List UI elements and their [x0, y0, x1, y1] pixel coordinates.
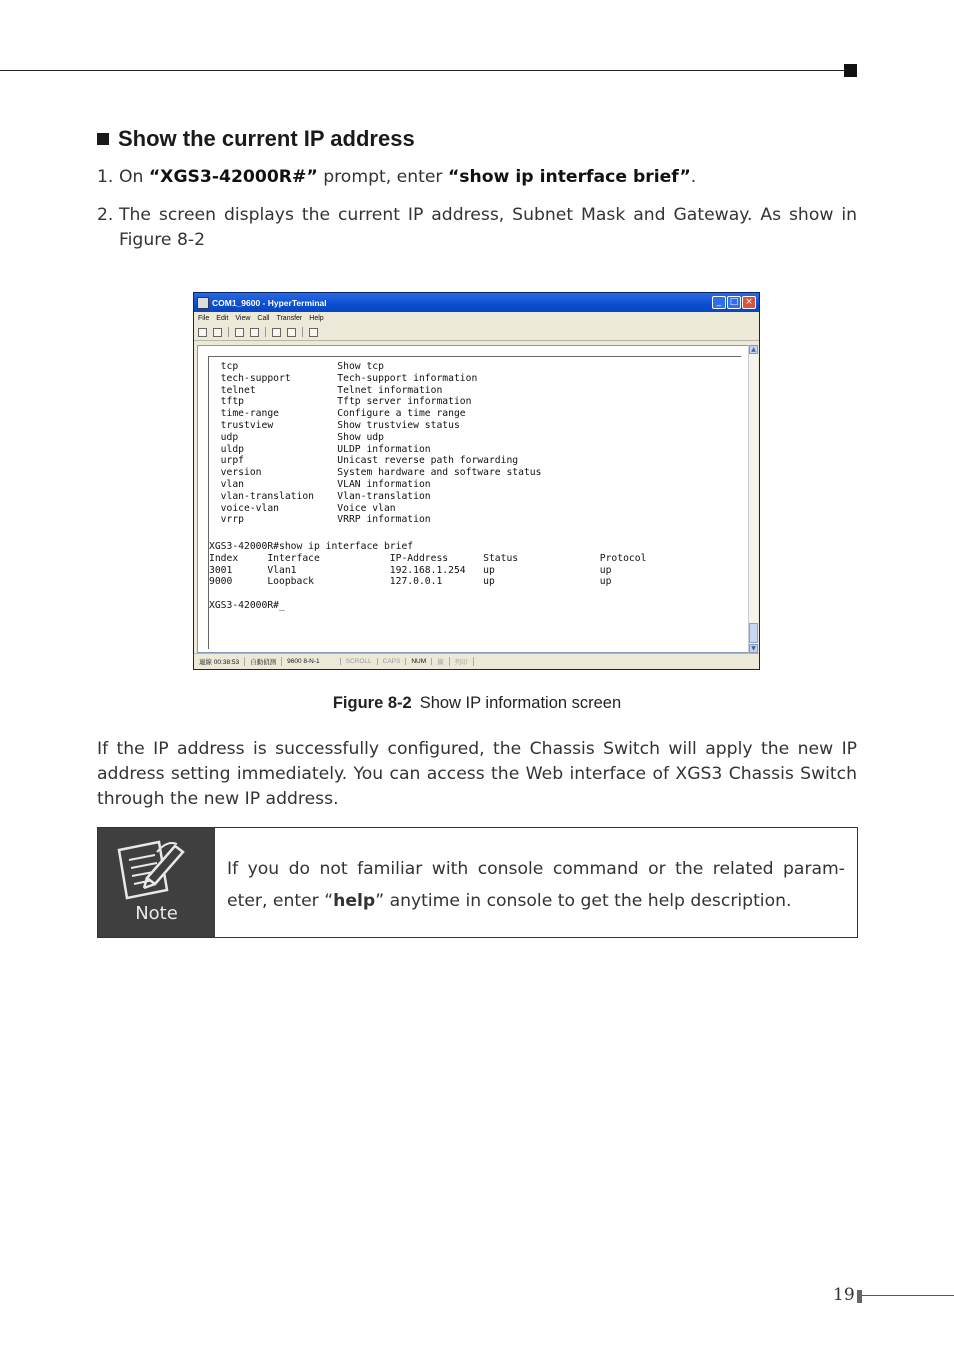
terminal-line: time-range Configure a time range: [209, 408, 466, 420]
properties-icon[interactable]: [309, 328, 318, 337]
terminal-line: voice-vlan Voice vlan: [209, 502, 396, 514]
menu-view[interactable]: View: [235, 314, 251, 322]
command-name: “show ip interface brief”: [447, 167, 691, 187]
step-text-part: prompt, enter: [317, 167, 448, 187]
page-number: 19: [833, 1285, 855, 1305]
step-number: 1.: [97, 167, 114, 187]
disconnect-icon[interactable]: [250, 328, 259, 337]
status-print: 列印: [450, 657, 474, 666]
step-2: [97, 203, 857, 253]
header-rule: [0, 70, 846, 71]
footer-square-marker: [857, 1290, 862, 1303]
toolbar-separator: [228, 327, 229, 337]
terminal-line: trustview Show trustview status: [209, 420, 460, 431]
status-num: NUM: [406, 658, 432, 665]
status-capture: 擷: [432, 657, 450, 666]
terminal-area[interactable]: [197, 345, 749, 653]
figure-label: Figure 8-2: [332, 694, 412, 712]
menu-edit[interactable]: Edit: [216, 314, 229, 322]
figure-caption: [0, 694, 954, 713]
step-text-part: .: [690, 167, 697, 187]
status-port-settings: 9600 8-N-1: [282, 658, 341, 665]
toolbar-separator: [265, 327, 266, 337]
scroll-up-arrow-icon[interactable]: ▲: [749, 345, 758, 354]
status-detect: 自動偵測: [245, 657, 282, 666]
note-pencil-icon: [117, 838, 195, 902]
step-number: 2.: [97, 205, 114, 225]
section-heading-text: Show the current IP address: [118, 126, 415, 151]
scroll-thumb[interactable]: [749, 623, 758, 643]
menu-bar: [194, 312, 759, 324]
note-label: Note: [135, 903, 178, 924]
maximize-button[interactable]: □: [727, 296, 741, 309]
terminal-line: 9000 Loopback 127.0.0.1 up up: [209, 576, 612, 588]
help-keyword: help: [333, 891, 376, 911]
status-scroll: SCROLL: [341, 658, 378, 665]
terminal-line: tech-support Tech-support information: [209, 372, 478, 384]
terminal-line: telnet Telnet information: [209, 384, 443, 396]
step-1: [97, 165, 857, 190]
terminal-line: urpf Unicast reverse path forwarding: [209, 455, 519, 467]
terminal-line: vlan-translation Vlan-translation: [209, 490, 431, 502]
note-sidebar: [98, 828, 215, 937]
hyperterminal-window: [193, 292, 760, 670]
minimize-button[interactable]: _: [712, 296, 726, 309]
terminal-line: uldp ULDP information: [209, 443, 431, 455]
section-heading: [97, 126, 415, 152]
receive-icon[interactable]: [287, 328, 296, 337]
window-titlebar: [194, 293, 759, 312]
terminal-line: XGS3-42000R#show ip interface brief: [209, 541, 414, 552]
menu-file[interactable]: File: [198, 314, 210, 322]
note-text: [227, 853, 845, 917]
header-square-marker: [844, 64, 857, 77]
terminal-line: vlan VLAN information: [209, 479, 431, 490]
note-text-part: If you do not familiar with console command or the related param- eter, enter “: [227, 859, 845, 911]
scroll-down-arrow-icon[interactable]: ▼: [749, 644, 758, 653]
call-icon[interactable]: [235, 328, 244, 337]
body-paragraph: If the IP address is successfully configured, the Chassis Switch will apply the new IP address setting immediately. You can access the Web interface of XGS3 Chassis Switch through the new IP address.: [97, 739, 857, 809]
toolbar: [194, 324, 759, 341]
footer-rule: [862, 1295, 954, 1296]
terminal-line: Index Interface IP-Address Status Protocol: [209, 552, 647, 564]
menu-transfer[interactable]: Transfer: [276, 314, 303, 322]
terminal-line: 3001 Vlan1 192.168.1.254 up up: [209, 564, 612, 576]
terminal-scrollbar[interactable]: [748, 345, 758, 653]
close-button[interactable]: ×: [742, 296, 756, 309]
status-bar: [194, 653, 759, 669]
status-caps: CAPS: [378, 658, 407, 665]
status-connected-time: 連線 00:38:53: [194, 657, 245, 666]
open-folder-icon[interactable]: [213, 328, 222, 337]
terminal-line: tftp Tftp server information: [209, 396, 472, 408]
new-connection-icon[interactable]: [198, 328, 207, 337]
square-bullet-icon: [97, 133, 109, 145]
send-icon[interactable]: [272, 328, 281, 337]
step-text-part: On: [119, 167, 149, 187]
step-text: The screen displays the current IP address, Subnet Mask and Gateway. As show in Figure 8-2: [119, 205, 857, 250]
figure-title: Show IP information screen: [419, 694, 622, 712]
terminal-line: version System hardware and software status: [209, 467, 542, 479]
toolbar-separator: [302, 327, 303, 337]
note-box: [97, 827, 858, 938]
step-text: [119, 165, 857, 190]
prompt-name: “XGS3-42000R#”: [148, 167, 318, 187]
terminal-line: tcp Show tcp: [209, 361, 384, 372]
terminal-text: [208, 356, 741, 649]
menu-call[interactable]: Call: [257, 314, 270, 322]
terminal-line: XGS3-42000R#_: [209, 600, 285, 611]
hyperterminal-app-icon: [197, 297, 209, 309]
menu-help[interactable]: Help: [309, 314, 324, 322]
note-text-part: ” anytime in console to get the help description.: [375, 891, 792, 911]
window-title: COM1_9600 - HyperTerminal: [212, 297, 327, 308]
terminal-line: udp Show udp: [209, 431, 384, 443]
terminal-line: vrrp VRRP information: [209, 514, 431, 526]
